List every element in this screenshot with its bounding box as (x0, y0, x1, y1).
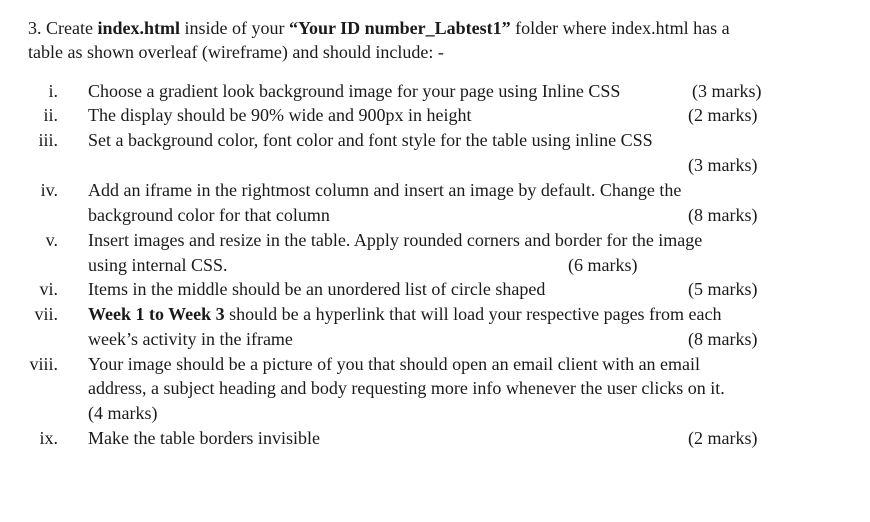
item-marks: (8 marks) (688, 329, 758, 349)
item-text-line-2: week’s activity in the iframe (88, 329, 293, 349)
item-number: iv. (40, 180, 58, 200)
intro-filename: index.html (97, 18, 180, 38)
item-marks: (4 marks) (88, 403, 158, 423)
item-text-line-2: background color for that column (88, 205, 330, 225)
item-number: vii. (34, 304, 58, 324)
item-number: ii. (43, 105, 58, 125)
item-text-line-2: address, a subject heading and body requesting more info whenever the user clicks on it. (88, 378, 725, 398)
item-number: v. (45, 230, 58, 250)
question-intro (28, 16, 848, 64)
item-marks: (8 marks) (688, 205, 758, 225)
item-number: viii. (29, 354, 58, 374)
item-marks: (6 marks) (568, 255, 638, 275)
item-number: vi. (39, 279, 58, 299)
item-text-line-2: using internal CSS. (88, 255, 228, 275)
item-marks: (3 marks) (688, 155, 758, 175)
item-text-line-1: Your image should be a picture of you that should open an email client with an email (88, 354, 701, 374)
intro-mid: inside of your (179, 18, 289, 38)
item-text-line-1: Insert images and resize in the table. Apply rounded corners and border for the image (88, 230, 703, 250)
item-marks: (2 marks) (688, 428, 758, 448)
item-text-line-1 (88, 302, 808, 326)
intro-line-1 (28, 16, 848, 40)
item-text: Make the table borders invisible (88, 428, 320, 448)
intro-suffix: folder where index.html has a (510, 18, 730, 38)
intro-prefix: 3. Create (28, 18, 98, 38)
item-text: Items in the middle should be an unordered list of circle shaped (88, 279, 546, 299)
intro-line-2: table as shown overleaf (wireframe) and should include: - (28, 42, 444, 62)
item-marks: (3 marks) (692, 81, 762, 101)
item-text-rest: should be a hyperlink that will load your respective pages from each (224, 304, 722, 324)
item-text: Set a background color, font color and font style for the table using inline CSS (88, 130, 653, 150)
item-marks: (5 marks) (688, 279, 758, 299)
item-marks: (2 marks) (688, 105, 758, 125)
item-text: The display should be 90% wide and 900px in height (88, 105, 472, 125)
item-text: Choose a gradient look background image for your page using Inline CSS (88, 81, 621, 101)
week-range-bold: Week 1 to Week 3 (88, 304, 225, 324)
item-number: i. (48, 81, 58, 101)
item-number: iii. (38, 130, 58, 150)
intro-folder-name: “Your ID number_Labtest1” (288, 18, 511, 38)
item-number: ix. (39, 428, 58, 448)
item-text-line-1: Add an iframe in the rightmost column and insert an image by default. Change the (88, 180, 682, 200)
